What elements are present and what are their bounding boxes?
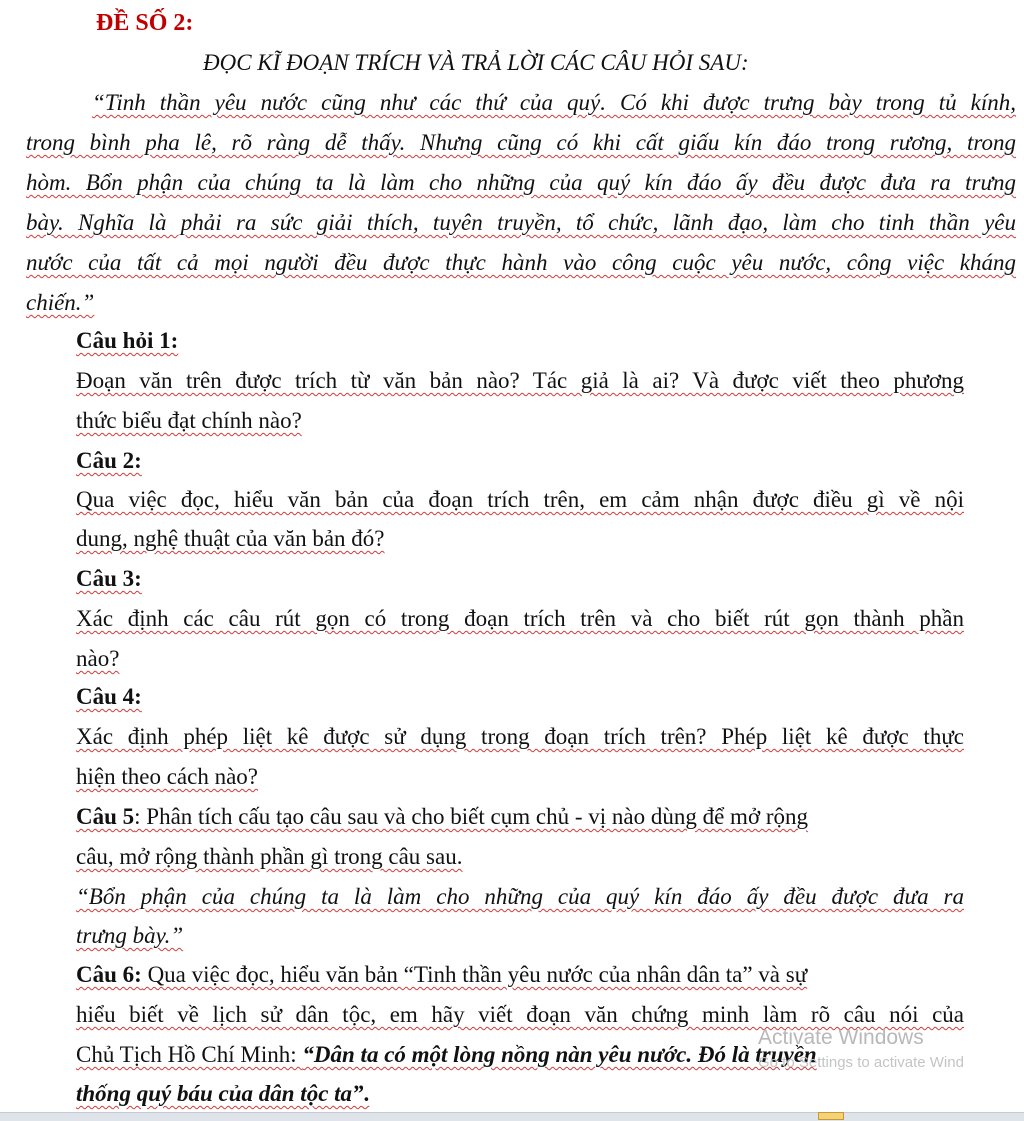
question-2-line: Qua việc đọc, hiểu văn bản của đoạn trích trên, em cảm nhận được điều gì về nội: [76, 487, 964, 512]
question-4-title: Câu 4:: [76, 684, 142, 709]
question-5-line: [76, 802, 808, 832]
question-6-line: [76, 1079, 369, 1109]
passage-line: trong bình pha lê, rõ ràng dễ thấy. Nhưng cũng có khi cất giấu kín đáo trong rương, trong: [26, 130, 1016, 155]
passage-line: chiến.”: [26, 290, 95, 315]
question-3-line: nào?: [76, 646, 120, 671]
question-3-title: Câu 3:: [76, 566, 142, 591]
question-4-line: Xác định phép liệt kê được sử dụng trong đoạn trích trên? Phép liệt kê được thực: [76, 724, 964, 749]
question-6-line: [76, 1040, 817, 1070]
question-6-text: Chủ Tịch Hồ Chí Minh:: [76, 1042, 303, 1067]
question-5-title: Câu 5: [76, 804, 135, 829]
question-3-line: Xác định các câu rút gọn có trong đoạn trích trên và cho biết rút gọn thành phần: [76, 606, 964, 631]
question-2-title: Câu 2:: [76, 448, 142, 473]
passage-line: bày. Nghĩa là phải ra sức giải thích, tuyên truyền, tổ chức, lãnh đạo, làm cho tinh thần yêu: [26, 210, 1016, 235]
question-5-line: câu, mở rộng thành phần gì trong câu sau.: [76, 844, 463, 869]
taskbar-item-icon[interactable]: [818, 1112, 844, 1120]
question-6-line: [76, 960, 807, 990]
passage-line: hòm. Bổn phận của chúng ta là làm cho những của quý kín đáo ấy đều được đưa ra trưng: [26, 170, 1016, 195]
question-6-text: Qua việc đọc, hiểu văn bản “Tinh thần yêu nước của nhân dân ta” và sự: [141, 962, 808, 987]
question-1-title: Câu hỏi 1:: [76, 328, 179, 353]
question-6-quote: “Dân ta có một lòng nồng nàn yêu nước. Đó là truyền: [302, 1042, 817, 1067]
activate-windows-watermark: Activate Windows: [758, 1026, 924, 1049]
passage-line: nước của tất cả mọi người đều được thực hành vào công cuộc yêu nước, công việc kháng: [26, 250, 1016, 275]
passage-line: “Tinh thần yêu nước cũng như các thứ của quý. Có khi được trưng bày trong tủ kính,: [92, 90, 1016, 115]
question-1-line: thức biểu đạt chính nào?: [76, 408, 302, 433]
question-1-line: Đoạn văn trên được trích từ văn bản nào? Tác giả là ai? Và được viết theo phương: [76, 368, 964, 393]
instruction-line: ĐỌC KĨ ĐOẠN TRÍCH VÀ TRẢ LỜI CÁC CÂU HỎI SAU:: [203, 50, 749, 75]
question-5-text: : Phân tích cấu tạo câu sau và cho biết cụm chủ - vị nào dùng để mở rộng: [134, 804, 809, 829]
question-6-quote: thống quý báu của dân tộc ta”: [76, 1081, 364, 1106]
question-6-period: .: [363, 1081, 370, 1106]
activate-windows-settings-link[interactable]: Go to Settings to activate Wind: [758, 1054, 964, 1071]
question-5-quote: “Bổn phận của chúng ta là làm cho những của quý kín đáo ấy đều được đưa ra: [76, 884, 964, 909]
question-4-line: hiện theo cách nào?: [76, 764, 258, 789]
question-5-quote: trưng bày.”: [76, 923, 184, 948]
question-2-line: dung, nghệ thuật của văn bản đó?: [76, 526, 385, 551]
question-6-line: hiểu biết về lịch sử dân tộc, em hãy viết đoạn văn chứng minh làm rõ câu nói của: [76, 1002, 964, 1027]
exam-heading: ĐỀ SỐ 2:: [96, 10, 194, 36]
question-6-title: Câu 6:: [76, 962, 142, 987]
